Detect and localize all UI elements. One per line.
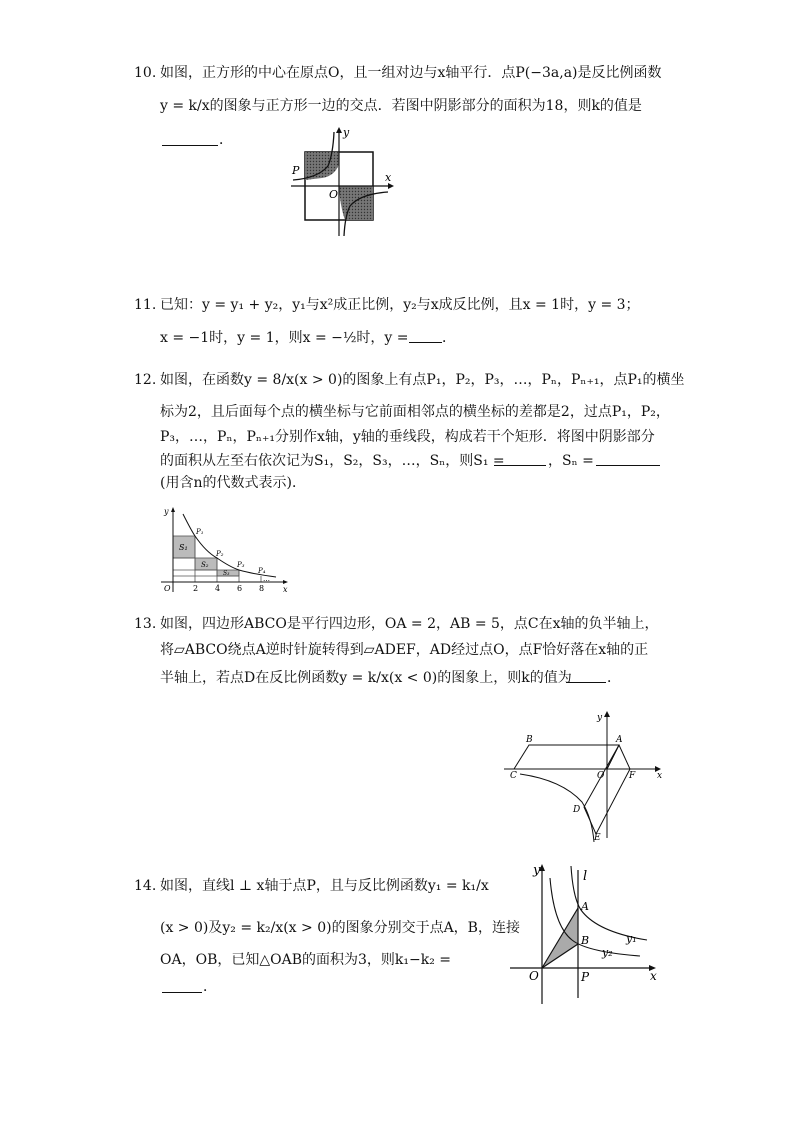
answer-blank-sn[interactable] xyxy=(596,451,660,466)
label-l: l xyxy=(583,869,588,884)
label-s2: S₂ xyxy=(201,561,209,569)
problem-13-line-4: ． xyxy=(607,670,621,686)
problem-12-number: 12. xyxy=(134,372,157,388)
label-o: O xyxy=(529,969,539,983)
figure-parallelogram-rotation xyxy=(502,708,670,848)
label-a: A xyxy=(616,735,623,745)
answer-blank[interactable] xyxy=(162,131,218,146)
label-y: y xyxy=(164,507,169,516)
problem-11-line-2: x = −1时，y = 1，则x = −½时，y = xyxy=(160,330,409,346)
problem-12-line-4: 的面积从左至右依次记为S₁，S₂，S₃，…，Sₙ，则S₁ = xyxy=(160,453,505,469)
label-p3: P₃ xyxy=(237,561,245,569)
problem-10-line-1: 如图，正方形的中心在原点O，且一组对边与x轴平行．点P(−3a,a)是反比例函数 xyxy=(160,65,662,81)
label-y: y xyxy=(343,126,350,139)
label-e: E xyxy=(594,833,601,843)
problem-14-number: 14. xyxy=(134,878,157,894)
label-c: C xyxy=(510,771,517,781)
label-y1: y₁ xyxy=(626,932,637,945)
label-P: P xyxy=(292,164,300,177)
problem-12-line-1: 如图，在函数y = 8/x(x > 0)的图象上有点P₁，P₂，P₃，…，Pₙ，Pₙ₊₁，点P₁的横坐 xyxy=(160,372,685,388)
problem-14-line-4: ． xyxy=(203,979,217,995)
label-f: F xyxy=(629,771,636,781)
label-p2: P₂ xyxy=(216,550,224,558)
problem-12-line-5: ，Sₙ = xyxy=(548,453,594,469)
problem-12-line-6: (用含n的代数式表示)． xyxy=(160,475,306,491)
label-p4: P₄ xyxy=(258,567,266,575)
problem-11-line-3: ． xyxy=(442,330,456,346)
label-y2: y₂ xyxy=(602,946,613,959)
label-p: P xyxy=(581,970,590,984)
label-b: B xyxy=(581,934,590,947)
label-x: x xyxy=(657,771,663,781)
problem-13-line-2: 将▱ABCO绕点A逆时针旋转得到▱ADEF，AD经过点O，点F恰好落在x轴的正 xyxy=(160,642,649,658)
problem-12-line-3: P₃，…，Pₙ，Pₙ₊₁分别作x轴，y轴的垂线段，构成若干个矩形．将图中阴影部分 xyxy=(160,429,655,445)
problem-13-number: 13. xyxy=(134,616,157,632)
answer-blank-s1[interactable] xyxy=(494,451,546,466)
problem-13-line-3: 半轴上，若点D在反比例函数y = k/x(x < 0)的图象上，则k的值为 xyxy=(160,670,572,686)
label-O: O xyxy=(329,188,339,201)
problem-14-line-3: OA，OB，已知△OAB的面积为3，则k₁−k₂ = xyxy=(160,952,452,968)
label-d: D xyxy=(573,805,581,815)
problem-13-line-1: 如图，四边形ABCO是平行四边形，OA = 2，AB = 5，点C在x轴的负半轴上， xyxy=(160,616,659,632)
label-x: x xyxy=(283,585,288,594)
figure-square-hyperbola xyxy=(288,124,400,238)
problem-10-number: 10. xyxy=(134,65,157,81)
label-p1: P₁ xyxy=(196,528,204,536)
label-a: A xyxy=(581,900,589,913)
problem-11-line-1: 已知：y = y₁ + y₂，y₁与x²成正比例，y₂与x成反比例，且x = 1时，y = 3； xyxy=(160,297,640,313)
figure-rectangles-hyperbola xyxy=(158,504,290,594)
answer-blank[interactable] xyxy=(162,978,202,993)
tick-2: 2 xyxy=(193,584,199,593)
problem-10-line-2: y = k/x的图象与正方形一边的交点．若图中阴影部分的面积为18，则k的值是 xyxy=(160,98,642,114)
label-x: x xyxy=(650,969,657,983)
label-s3: S₃ xyxy=(223,570,230,577)
tick-6: 6 xyxy=(237,584,243,593)
problem-14-line-1: 如图，直线l ⊥ x轴于点P，且与反比例函数y₁ = k₁/x xyxy=(160,878,489,894)
answer-blank[interactable] xyxy=(566,668,606,683)
shaded-region-left xyxy=(305,152,339,180)
label-O: O xyxy=(164,584,171,593)
parallelogram-abco xyxy=(514,745,619,769)
problem-10-line-3: ． xyxy=(219,132,233,148)
hyperbola-curve xyxy=(520,774,594,842)
answer-blank[interactable] xyxy=(409,328,442,343)
label-x: x xyxy=(385,171,392,184)
label-o: O xyxy=(597,771,605,781)
shaded-region-right xyxy=(339,186,373,220)
label-s1: S₁ xyxy=(179,543,188,552)
problem-14-line-2: (x > 0)及y₂ = k₂/x(x > 0)的图象分别交于点A，B，连接 xyxy=(160,920,520,936)
ellipsis: … xyxy=(263,575,270,583)
tick-4: 4 xyxy=(215,584,221,593)
label-y: y xyxy=(597,713,603,723)
problem-12-line-2: 标为2，且后面每个点的横坐标与它前面相邻点的横坐标的差都是2，过点P₁，P₂， xyxy=(160,404,670,420)
tick-8: 8 xyxy=(259,584,265,593)
label-b: B xyxy=(526,735,533,745)
label-y: y xyxy=(533,863,541,878)
problem-11-number: 11. xyxy=(134,297,157,313)
figure-two-hyperbolas xyxy=(502,858,666,1008)
